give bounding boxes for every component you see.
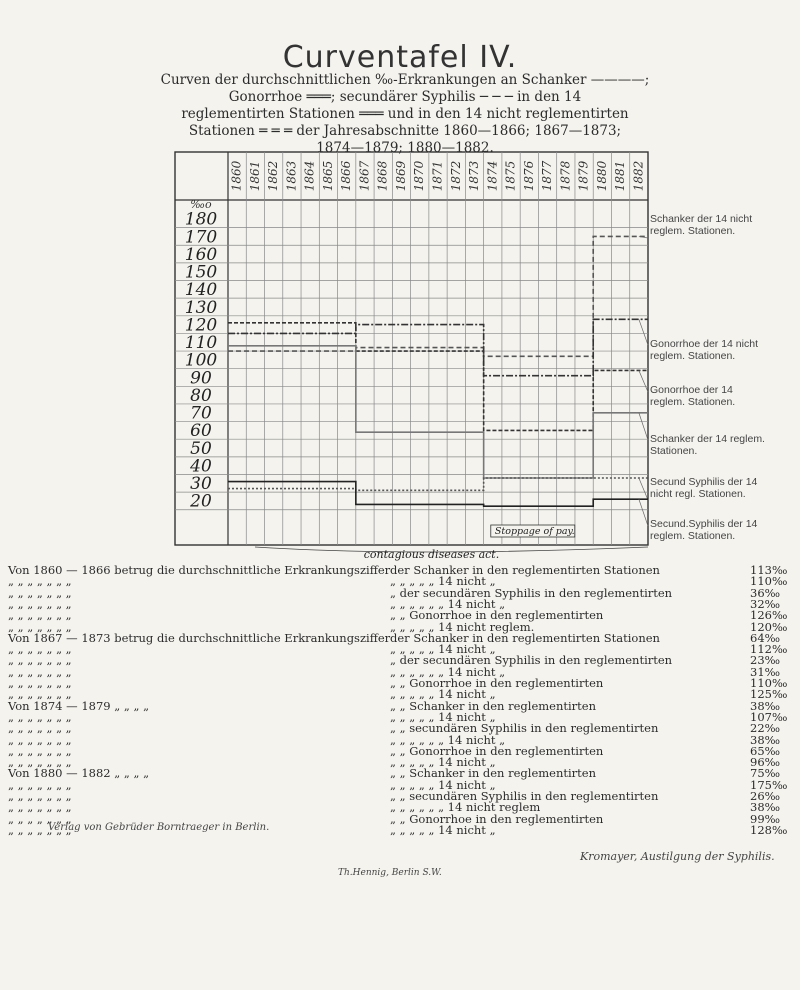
- statement-body: „ „ Gonorrhoe in den reglementirten: [390, 608, 604, 623]
- statement-value: 36‰: [750, 585, 781, 600]
- y-tick-label: 50: [190, 438, 212, 459]
- publisher-credit: Verlag von Gebrüder Borntraeger in Berlin.: [48, 822, 270, 833]
- x-tick-label: 1864: [302, 160, 317, 192]
- annotation-stoppage: Stoppage of pay.: [494, 526, 575, 537]
- statement-value: 38‰: [750, 800, 781, 815]
- statement-prefix: „ „ „ „ „ „ „: [8, 743, 72, 758]
- statement-prefix: „ „ „ „ „ „ „: [8, 709, 72, 724]
- statement-prefix: „ „ „ „ „ „ „: [8, 676, 72, 690]
- statement-body: „ „ „ „ „ 14 nicht „: [390, 574, 496, 589]
- statement-prefix: „ „ „ „ „ „ „: [8, 585, 72, 600]
- statement-body: „ „ „ „ „ 14 nicht „: [390, 642, 496, 657]
- statement-body: „ „ Gonorrhoe in den reglementirten: [390, 676, 604, 690]
- legend-leader-line: [639, 370, 648, 392]
- statement-value: 65‰: [750, 743, 781, 758]
- y-tick-label: 70: [190, 403, 212, 424]
- statement-prefix: Von 1867 — 1873 betrug die durchschnittliche Erkrankungsziffer: [8, 630, 391, 645]
- statement-prefix: „ „ „ „ „ „ „: [8, 687, 72, 702]
- x-tick-label: 1866: [339, 160, 354, 192]
- statement-body: „ „ „ „ „ 14 nicht reglem.: [390, 619, 535, 634]
- statement-value: 23‰: [750, 653, 781, 668]
- x-tick-label: 1863: [284, 160, 299, 192]
- series-line: [228, 323, 648, 431]
- statement-body: „ der secundären Syphilis in den reglementirten: [390, 653, 673, 668]
- statement-value: 125‰: [750, 687, 788, 702]
- legend-leader-line: [639, 413, 648, 440]
- x-tick-label: 1880: [594, 160, 609, 192]
- y-tick-label: 20: [190, 491, 212, 512]
- statement-prefix: „ „ „ „ „ „ „: [8, 596, 72, 611]
- legend-leader-line: [639, 319, 648, 345]
- statement-prefix: „ „ „ „ „ „ „: [8, 642, 72, 657]
- x-tick-label: 1873: [467, 160, 482, 192]
- legend-label-schanker-nicht-reglem: Schanker der 14 nicht reglem. Stationen.: [650, 213, 753, 237]
- legend-leader-line: [639, 478, 648, 500]
- x-tick-label: 1872: [448, 160, 463, 192]
- statement-prefix: „ „ „ „ „ „ „: [8, 721, 72, 736]
- x-tick-label: 1868: [375, 160, 390, 192]
- y-tick-label: 140: [184, 280, 218, 301]
- series-line: [228, 346, 648, 478]
- statement-prefix: „ „ „ „ „ „ „: [8, 653, 72, 668]
- y-tick-label: 110: [184, 333, 218, 354]
- statement-value: 32‰: [750, 596, 781, 611]
- legend-label-schanker-reglem: Schanker der 14 reglem. Stationen.: [650, 433, 765, 457]
- subtitle-line: Curven der durchschnittlichen ‰-Erkrankungen an Schanker ————;: [160, 72, 650, 88]
- legend-label-syphilis-nicht-reglem: Secund Syphilis der 14 nicht regl. Stationen.: [650, 476, 758, 500]
- statement-value: 128‰: [750, 822, 788, 837]
- statement-value: 22‰: [750, 721, 781, 736]
- statement-value: 126‰: [750, 608, 788, 623]
- statement-value: 112‰: [750, 642, 788, 657]
- statement-body: „ „ „ „ „ 14 nicht „: [390, 822, 496, 837]
- statement-prefix: „ „ „ „ „ „ „: [8, 619, 72, 634]
- statement-body: „ „ „ „ „ 14 nicht „: [390, 777, 496, 792]
- statement-value: 110‰: [750, 574, 788, 589]
- author-credit: Kromayer, Austilgung der Syphilis.: [580, 850, 775, 863]
- statement-body: „ „ „ „ „ „ 14 nicht „: [390, 664, 506, 679]
- series-line: [228, 478, 648, 490]
- x-tick-label: 1862: [266, 160, 281, 192]
- statement-body: „ „ „ „ „ 14 nicht „: [390, 755, 496, 770]
- subtitle-line: reglementirten Stationen ═══ und in den 14 nicht reglementirten: [181, 106, 629, 122]
- statement-prefix: „ „ „ „ „ „ „: [8, 777, 72, 792]
- x-tick-label: 1881: [613, 160, 628, 192]
- y-tick-label: 90: [190, 368, 212, 389]
- statement-body: der Schanker in den reglementirten Stationen: [390, 630, 660, 645]
- y-tick-label: 100: [184, 350, 218, 371]
- statement-body: „ „ secundären Syphilis in den reglementirten: [390, 721, 659, 736]
- statement-value: 175‰: [750, 777, 788, 792]
- statement-value: 96‰: [750, 755, 781, 770]
- statement-prefix: Von 1874 — 1879 „ „ „ „: [8, 698, 150, 713]
- x-tick-label: 1879: [576, 160, 591, 192]
- y-tick-label: 80: [190, 385, 212, 406]
- statement-value: 99‰: [750, 811, 781, 826]
- statement-value: 75‰: [750, 766, 781, 781]
- annotation-act: contagious diseases act.: [363, 548, 500, 561]
- statement-body: „ „ secundären Syphilis in den reglementirten: [390, 789, 659, 803]
- statement-body: „ „ Gonorrhoe in den reglementirten: [390, 811, 604, 826]
- y-tick-label: 130: [184, 297, 218, 318]
- statement-body: der Schanker in den reglementirten Stationen: [390, 563, 660, 577]
- series-line: [228, 319, 648, 375]
- statement-body: „ „ Schanker in den reglementirten: [390, 766, 597, 781]
- y-tick-label: 120: [184, 315, 218, 336]
- series-line: [228, 236, 648, 356]
- statement-prefix: „ „ „ „ „ „ „: [8, 811, 72, 826]
- engraver-credit: Th.Hennig, Berlin S.W.: [338, 868, 442, 878]
- y-unit-label: ‰o: [190, 198, 212, 211]
- statement-prefix: „ „ „ „ „ „ „: [8, 574, 72, 589]
- x-tick-label: 1878: [558, 160, 573, 192]
- statement-value: 110‰: [750, 676, 788, 690]
- statement-body: „ „ Schanker in den reglementirten: [390, 698, 597, 713]
- statement-body: „ „ „ „ „ „ 14 nicht „: [390, 732, 506, 747]
- chart-title: Curventafel IV.: [282, 40, 518, 75]
- statement-prefix: „ „ „ „ „ „ „: [8, 664, 72, 679]
- x-tick-label: 1860: [229, 160, 244, 192]
- x-tick-label: 1877: [540, 160, 555, 192]
- subtitle-line: Stationen ═ ═ ═ der Jahresabschnitte 1860—1866; 1867—1873;: [188, 123, 622, 139]
- x-tick-label: 1871: [430, 160, 445, 192]
- statement-prefix: „ „ „ „ „ „ „: [8, 822, 72, 837]
- y-tick-label: 150: [184, 262, 218, 283]
- x-tick-label: 1861: [247, 160, 262, 192]
- statement-value: 31‰: [750, 664, 781, 679]
- legend-label-gonorrhoe-nicht-reglem: Gonorrhoe der 14 nicht reglem. Stationen.: [650, 338, 758, 362]
- statement-body: „ „ „ „ „ „ 14 nicht „: [390, 596, 506, 611]
- statement-prefix: „ „ „ „ „ „ „: [8, 732, 72, 747]
- y-tick-label: 180: [184, 209, 218, 230]
- statement-prefix: Von 1860 — 1866 betrug die durchschnittliche Erkrankungsziffer: [8, 563, 391, 577]
- statement-prefix: „ „ „ „ „ „ „: [8, 800, 72, 815]
- statement-prefix: Von 1880 — 1882 „ „ „ „: [8, 766, 150, 781]
- statement-body: „ „ Gonorrhoe in den reglementirten: [390, 743, 604, 758]
- statement-prefix: „ „ „ „ „ „ „: [8, 608, 72, 623]
- statement-value: 107‰: [750, 709, 788, 724]
- subtitle-line: 1874—1879; 1880—1882.: [316, 140, 494, 156]
- statement-value: 38‰: [750, 698, 781, 713]
- x-tick-label: 1865: [320, 160, 335, 192]
- x-tick-label: 1869: [393, 160, 408, 192]
- statement-value: 113‰: [750, 563, 788, 577]
- y-tick-label: 170: [184, 227, 218, 248]
- y-tick-label: 40: [190, 456, 212, 477]
- legend-leader-line: [639, 499, 648, 526]
- y-tick-label: 60: [190, 421, 212, 442]
- legend-label-syphilis-reglem: Secund.Syphilis der 14 reglem. Stationen.: [650, 518, 758, 542]
- y-tick-label: 30: [190, 474, 212, 495]
- legend-label-gonorrhoe-reglem: Gonorrhoe der 14 reglem. Stationen.: [650, 384, 736, 408]
- x-tick-label: 1874: [485, 160, 500, 192]
- subtitle-line: Gonorrhoe ═══; secundärer Syphilis ─ ─ ─ in den 14: [228, 89, 582, 105]
- series-line: [228, 482, 648, 507]
- statement-body: „ „ „ „ „ „ 14 nicht reglem: [390, 800, 541, 815]
- x-tick-label: 1867: [357, 160, 372, 192]
- statement-prefix: „ „ „ „ „ „ „: [8, 755, 72, 770]
- y-tick-label: 160: [184, 244, 218, 265]
- x-tick-label: 1876: [521, 160, 536, 192]
- statement-body: „ der secundären Syphilis in den reglementirten: [390, 585, 673, 600]
- x-tick-label: 1882: [631, 160, 646, 192]
- statement-value: 64‰: [750, 630, 781, 645]
- x-tick-label: 1870: [412, 160, 427, 192]
- statement-value: 26‰: [750, 789, 781, 803]
- statement-value: 38‰: [750, 732, 781, 747]
- x-tick-label: 1875: [503, 160, 518, 192]
- statement-body: „ „ „ „ „ 14 nicht „: [390, 709, 496, 724]
- statement-body: „ „ „ „ „ 14 nicht „: [390, 687, 496, 702]
- statement-value: 120‰: [750, 619, 788, 634]
- statement-prefix: „ „ „ „ „ „ „: [8, 789, 72, 803]
